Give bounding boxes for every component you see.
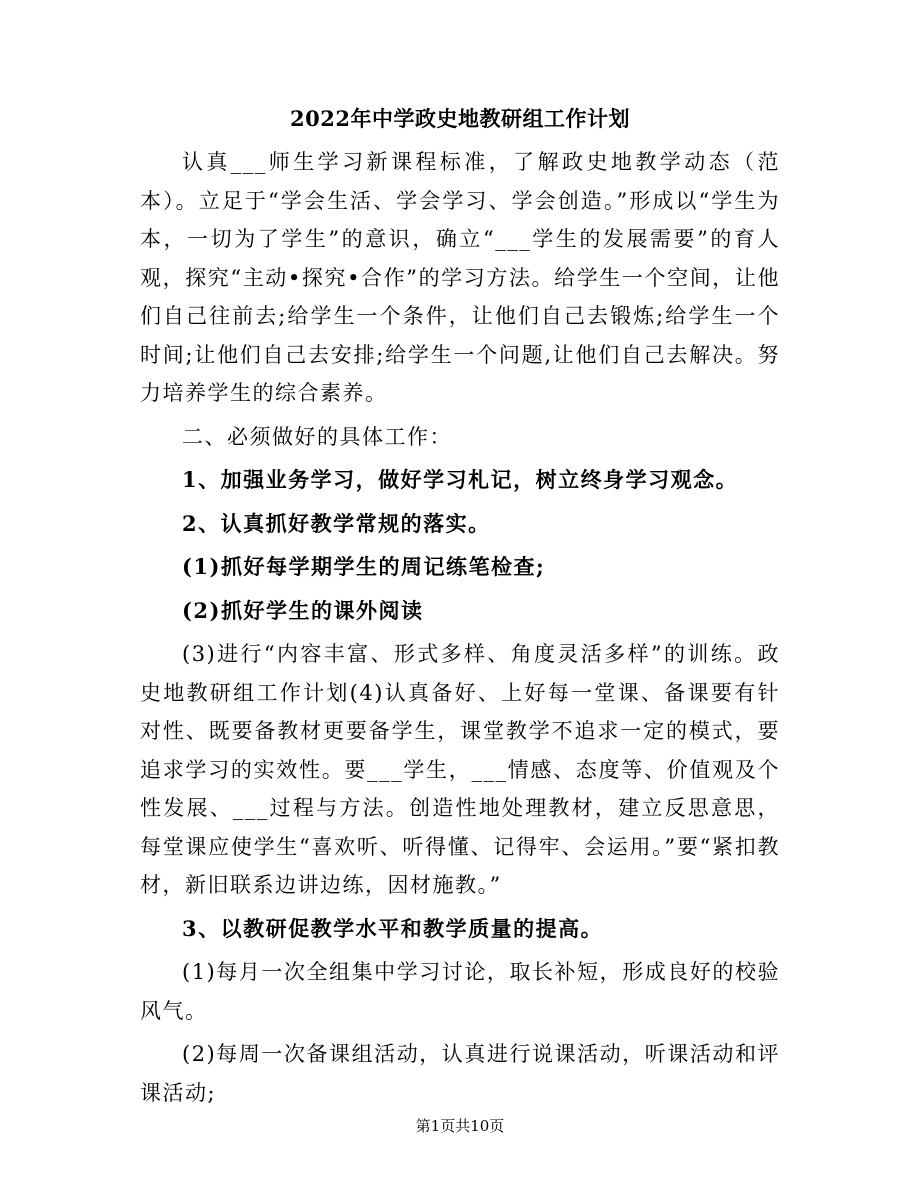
item-3-sub-1: (1)每月一次全组集中学习讨论，取长补短，形成良好的校验风气。 <box>140 960 780 1023</box>
document-body <box>140 143 780 1112</box>
page-number-footer: 第1页共10页 <box>415 1117 505 1135</box>
item-3-heading: 3、以教研促教学水平和教学质量的提高。 <box>182 915 604 941</box>
item-2-heading: 2、认真抓好教学常规的落实。 <box>182 510 491 536</box>
document-title: 2022年中学政史地教研组工作计划 <box>290 106 630 131</box>
section-heading-2: 二、必须做好的具体工作： <box>182 424 452 449</box>
item-2-sub-3-paragraph: (3)进行“内容丰富、形式多样、角度灵活多样”的训练。政史地教研组工作计划(4)认真备好、上好每一堂课、备课要有针对性、既要备教材更要备学生，课堂教学不追求一定的模式，要追求学习的实效性。要___学生，___情感、态度等、价值观及个性发展、___过程与方法。创造性地处理教材，建立反思意思，每堂课应使学生“喜欢听、听得懂、记得牢、会运用。”要“紧扣教材，新旧联系边讲边练，因材施教。” <box>140 642 780 897</box>
item-2-sub-2: (2)抓好学生的课外阅读 <box>182 597 424 623</box>
intro-paragraph: 认真___师生学习新课程标准，了解政史地教学动态（范本）。立足于“学会生活、学会学习、学会创造。”形成以“学生为本，一切为了学生”的意识，确立“___学生的发展需要”的育人观，探究“主动•探究•合作”的学习方法。给学生一个空间，让他们自己往前去;给学生一个条件，让他们自己去锻炼;给学生一个时间;让他们自己去安排;给学生一个问题,让他们自己去解决。努力培养学生的综合素养。 <box>140 150 780 405</box>
item-3-sub-2: (2)每周一次备课组活动，认真进行说课活动，听课活动和评课活动; <box>140 1042 780 1105</box>
item-1-heading: 1、加强业务学习，做好学习札记，树立终身学习观念。 <box>182 467 739 492</box>
item-2-sub-1: (1)抓好每学期学生的周记练笔检查; <box>182 554 546 579</box>
